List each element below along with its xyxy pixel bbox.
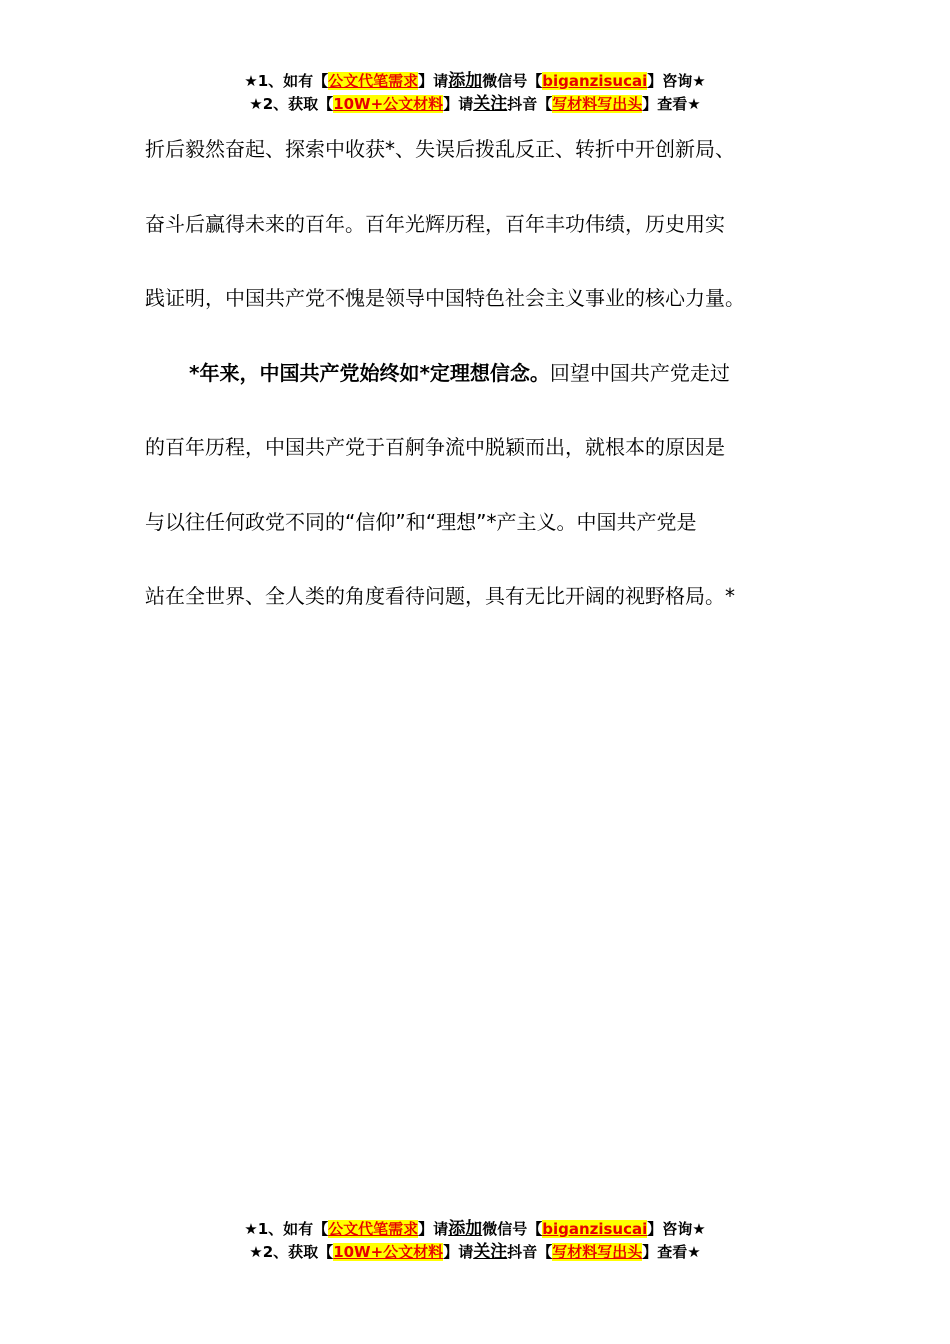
- highlight-wechat-id: biganzisucai: [542, 1220, 648, 1238]
- highlight-douyin-account: 写材料写出头: [552, 95, 643, 113]
- header-banner: [0, 70, 950, 116]
- underlined-word: 添加: [448, 71, 483, 91]
- banner-text: 】请: [418, 72, 449, 90]
- banner-text: ★1、如有【: [244, 1220, 329, 1238]
- banner-text: 】请: [418, 1220, 449, 1238]
- bold-lead-sentence: *年来，中国共产党始终如*定理想信念。: [189, 360, 550, 385]
- highlight-service: 公文代笔需求: [328, 72, 419, 90]
- banner-text: 抖音【: [507, 1243, 553, 1261]
- text-line: 践证明，中国共产党不愧是领导中国特色社会主义事业的核心力量。: [145, 286, 745, 310]
- highlight-service: 公文代笔需求: [328, 1220, 419, 1238]
- banner-text: 抖音【: [507, 95, 553, 113]
- underlined-word: 关注: [473, 94, 508, 114]
- underlined-word: 添加: [448, 1219, 483, 1239]
- text-line: 折后毅然奋起、探索中收获*、失误后拨乱反正、转折中开创新局、: [145, 137, 735, 161]
- highlight-douyin-account: 写材料写出头: [552, 1243, 643, 1261]
- highlight-materials: 10W+公文材料: [333, 1243, 444, 1261]
- highlight-wechat-id: biganzisucai: [542, 72, 648, 90]
- banner-text: 】咨询★: [647, 72, 706, 90]
- underlined-word: 关注: [473, 1242, 508, 1262]
- banner-text: 】请: [443, 95, 474, 113]
- banner-line-1: [0, 70, 950, 93]
- text-line: [145, 336, 810, 411]
- text-line: 的百年历程，中国共产党于百舸争流中脱颖而出，就根本的原因是: [145, 435, 725, 459]
- highlight-materials: 10W+公文材料: [333, 95, 444, 113]
- document-body: [145, 112, 810, 634]
- banner-text: 】咨询★: [647, 1220, 706, 1238]
- text-line: 站在全世界、全人类的角度看待问题，具有无比开阔的视野格局。*: [145, 584, 735, 608]
- paragraph-2: [145, 336, 810, 634]
- banner-line-2: [0, 1241, 950, 1264]
- text-run: 回望中国共产党走过: [549, 360, 730, 385]
- text-line: 与以往任何政党不同的“信仰”和“理想”*产主义。中国共产党是: [145, 509, 697, 534]
- banner-text: 】查看★: [642, 95, 701, 113]
- banner-text: ★2、获取【: [249, 95, 334, 113]
- banner-text: 】请: [443, 1243, 474, 1261]
- banner-text: ★2、获取【: [249, 1243, 334, 1261]
- banner-line-1: [0, 1218, 950, 1241]
- banner-text: 】查看★: [642, 1243, 701, 1261]
- banner-text: 微信号【: [482, 1220, 543, 1238]
- banner-text: ★1、如有【: [244, 72, 329, 90]
- paragraph-1: [145, 112, 810, 336]
- text-line: 奋斗后赢得未来的百年。百年光辉历程，百年丰功伟绩，历史用实: [145, 211, 725, 236]
- footer-banner: [0, 1218, 950, 1264]
- banner-text: 微信号【: [482, 72, 543, 90]
